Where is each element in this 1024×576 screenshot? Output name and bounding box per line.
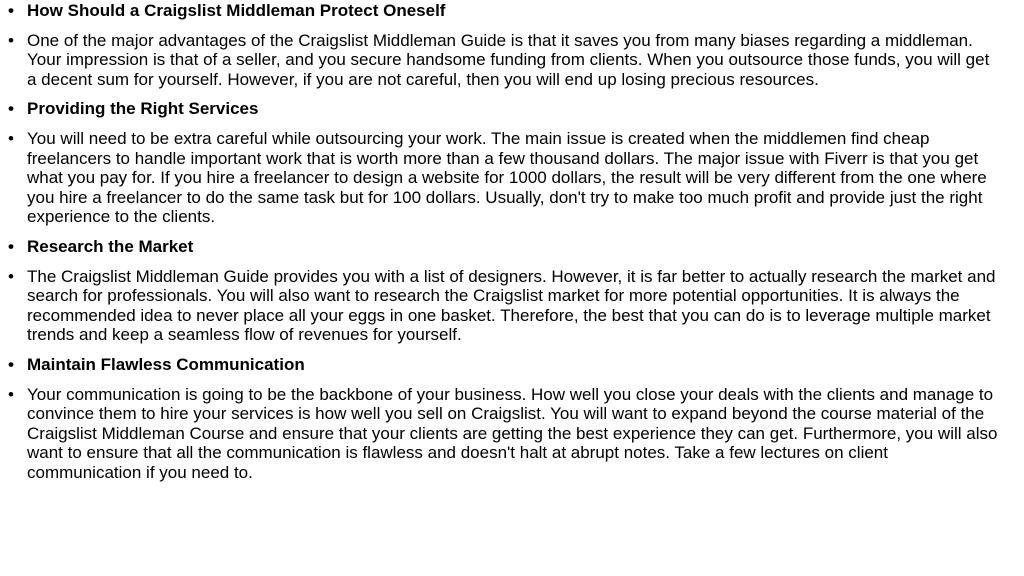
bullet-icon: • [8, 384, 14, 404]
bullet-icon: • [8, 236, 14, 256]
heading-protect-oneself [8, 1, 1000, 21]
paragraph-text: The Craigslist Middleman Guide provides you with a list of designers. However, it is far better to actually research the market and search for professionals. You will also want to research the Craigslist market for more potential opportunities. It is always the recommended idea to never place all your eggs in one basket. Therefore, the best that you can do is to leverage multiple market trends and keep a seamless flow of revenues for yourself. [27, 266, 996, 345]
bullet-icon: • [8, 30, 14, 50]
heading-text: Research the Market [27, 236, 194, 256]
heading-communication [8, 355, 1000, 375]
heading-text: How Should a Craigslist Middleman Protect Oneself [27, 1, 446, 20]
paragraph-text: One of the major advantages of the Craigslist Middleman Guide is that it saves you from many biases regarding a middleman. Your impression is that of a seller, and you secure handsome funding from clients. When you outsource those funds, you will get a decent sum for yourself. However, if you are not careful, then you will end up losing precious resources. [27, 30, 990, 89]
paragraph-communication [8, 385, 1000, 483]
bullet-icon: • [8, 99, 14, 119]
heading-text: Providing the Right Services [27, 99, 259, 119]
paragraph-designers [8, 267, 1000, 345]
heading-right-services [8, 99, 1000, 119]
paragraph-outsourcing [8, 129, 1000, 227]
paragraph-advantages [8, 31, 1000, 90]
bullet-icon: • [8, 354, 14, 374]
paragraph-text: Your communication is going to be the backbone of your business. How well you close your deals with the clients and manage to convince them to hire your services is how well you sell on Craigslist. You will want to expand beyond the course material of the Craigslist Middleman Course and ensure that your clients are getting the best experience they can get. Furthermore, you will also want to ensure that all the communication is flawless and doesn't halt at abrupt notes. Take a few lectures on client communication if you need to. [27, 384, 998, 482]
bullet-icon: • [8, 1, 14, 20]
bullet-icon: • [8, 266, 14, 286]
paragraph-text: You will need to be extra careful while outsourcing your work. The main issue is created when the middlemen find cheap freelancers to handle important work that is worth more than a few thousand dollars. The major issue with Fiverr is that you get what you pay for. If you hire a freelancer to design a website for 1000 dollars, the result will be very different from the one where you hire a freelancer to do the same task but for 100 dollars. Usually, don't try to make too much profit and provide just the right experience to the clients. [27, 128, 987, 227]
bullet-list [8, 1, 1000, 482]
heading-research-market [8, 237, 1000, 257]
heading-text: Maintain Flawless Communication [27, 354, 305, 374]
bullet-icon: • [8, 128, 14, 148]
